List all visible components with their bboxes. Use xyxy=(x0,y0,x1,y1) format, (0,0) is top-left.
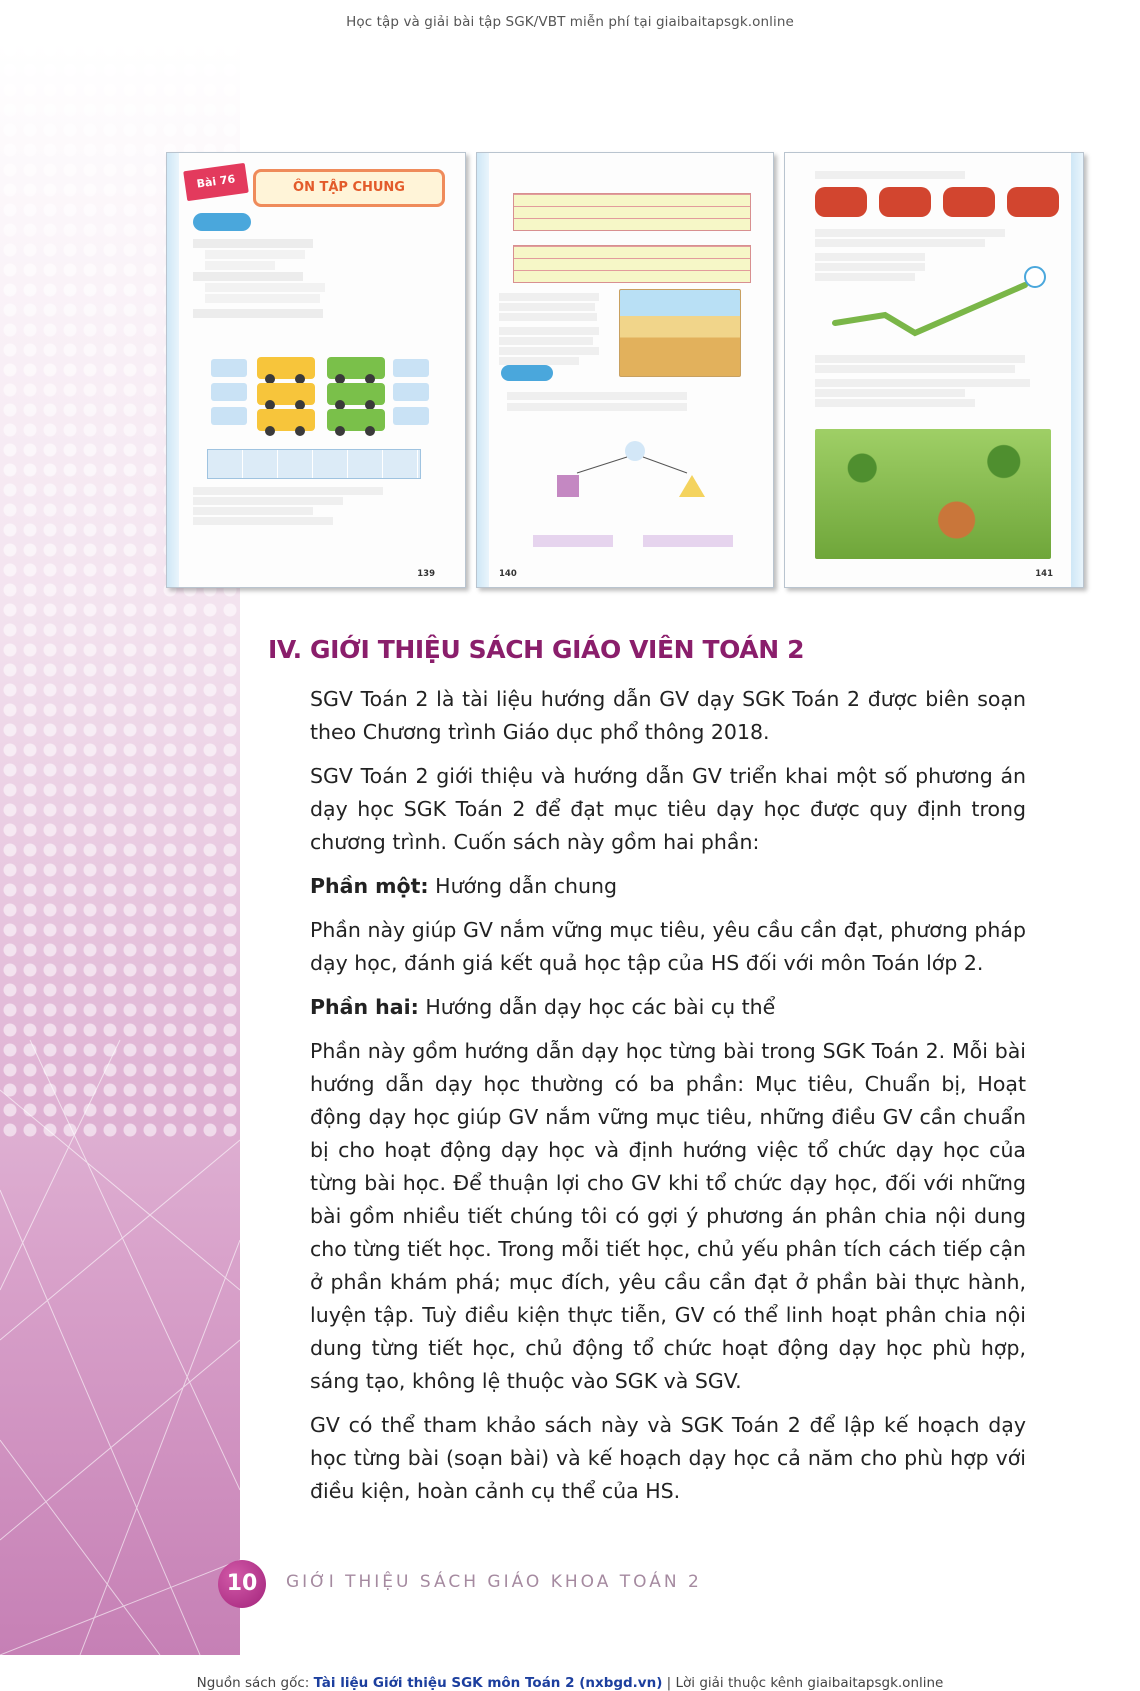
textbook-page-spread xyxy=(166,152,1082,586)
textbook-page-140 xyxy=(476,152,774,588)
cow-icon xyxy=(943,187,995,217)
car-icon xyxy=(327,357,385,379)
cow-icon xyxy=(815,187,867,217)
cow-icon xyxy=(1007,187,1059,217)
part-two-label: Phần hai: xyxy=(310,995,419,1019)
exercise-lines-1 xyxy=(193,237,343,320)
paragraph: Phần này gồm hướng dẫn dạy học từng bài trong SGK Toán 2. Mỗi bài hướng dẫn dạy học thường có ba phần: Mục tiêu, Chuẩn bị, Hoạt động dạy học giúp GV nắm vững mục tiêu, những điều GV cần chuẩn bị cho hoạt động dạy học và định hướng việc tổ chức dạy học của từng bài học. Để thuận lợi cho GV khi tổ chức dạy học, đối với những bài gồm nhiều tiết chúng tôi có gợi ý phương án phân chia nội dung cho từng tiết học. Trong mỗi tiết học, chủ yếu phân tích cách tiếp cận ở phần khám phá; mục đích, yêu cầu cần đạt ở phần bài thực hành, luyện tập. Tuỳ điều kiện thực tiễn, GV có thể linh hoạt phân chia nội dung từng tiết học, chủ động tổ chức hoạt động dạy học phù hợp, sáng tạo, không lệ thuộc vào SGK và SGV. xyxy=(310,1039,1026,1393)
textbook-page-139 xyxy=(166,152,466,588)
number-box xyxy=(393,359,429,377)
part-one-heading xyxy=(310,870,1026,903)
part-two-heading xyxy=(310,991,1026,1024)
running-footer-title: GIỚI THIỆU SÁCH GIÁO KHOA TOÁN 2 xyxy=(286,1572,702,1592)
exercise-lines-3 xyxy=(193,485,393,527)
textbook-page-141 xyxy=(784,152,1084,588)
shop-illustration xyxy=(619,289,741,377)
car-icon xyxy=(257,357,315,379)
textbook-page-number: 140 xyxy=(499,569,517,579)
paragraph: Phần này giúp GV nắm vững mục tiêu, yêu cầu cần đạt, phương pháp dạy học, đánh giá kết quả học tập của HS đối với môn Toán lớp 2. xyxy=(310,918,1026,975)
page-number-badge: 10 xyxy=(218,1560,266,1608)
lesson-title-banner: ÔN TẬP CHUNG xyxy=(253,169,445,207)
multiplication-table xyxy=(513,193,751,231)
exercise-lines-3 xyxy=(815,171,975,179)
practice-mascot-icon xyxy=(193,213,251,231)
paragraph: GV có thể tham khảo sách này và SGK Toán 2 để lập kế hoạch dạy học từng bài (soạn bài) và kế hoạch dạy học cả năm cho phù hợp với điều kiện, hoàn cảnh cụ thể của HS. xyxy=(310,1413,1026,1503)
data-table xyxy=(207,449,421,479)
textbook-page-number: 139 xyxy=(417,569,435,579)
source-link[interactable]: Tài liệu Giới thiệu SGK môn Toán 2 (nxbgd.vn) xyxy=(313,1675,663,1691)
number-box xyxy=(211,407,247,425)
car-icon xyxy=(257,383,315,405)
paragraph: SGV Toán 2 giới thiệu và hướng dẫn GV triển khai một số phương án dạy học SGK Toán 2 để đạt mục tiêu dạy học được quy định trong chương trình. Cuốn sách này gồm hai phần: xyxy=(310,764,1026,854)
exercise-lines-5 xyxy=(815,353,1035,409)
watermark-header: Học tập và giải bài tập SGK/VBT miễn phí tại giaibaitapsgk.online xyxy=(346,14,794,30)
number-box xyxy=(211,383,247,401)
lesson-number-tag: Bài 76 xyxy=(183,163,249,201)
expression-boxes xyxy=(533,535,733,547)
number-box xyxy=(393,383,429,401)
paragraph: SGV Toán 2 là tài liệu hướng dẫn GV dạy SGK Toán 2 được biên soạn theo Chương trình Giáo dục phổ thông 2018. xyxy=(310,687,1026,744)
part-two-text: Hướng dẫn dạy học các bài cụ thể xyxy=(418,995,776,1019)
car-icon xyxy=(327,409,385,431)
practice-mascot-icon xyxy=(501,365,553,381)
source-suffix: | Lời giải thuộc kênh giaibaitapsgk.online xyxy=(662,1675,944,1691)
calculation-lines xyxy=(507,389,707,414)
section-body xyxy=(310,683,1026,1519)
number-box xyxy=(211,359,247,377)
exercise-lines-5 xyxy=(499,291,609,367)
car-icon xyxy=(257,409,315,431)
section-heading: IV. GIỚI THIỆU SÁCH GIÁO VIÊN TOÁN 2 xyxy=(268,635,805,664)
car-icon xyxy=(327,383,385,405)
number-box xyxy=(393,407,429,425)
textbook-page-number: 141 xyxy=(1035,569,1053,579)
division-table xyxy=(513,245,751,283)
cow-icon xyxy=(879,187,931,217)
path-diagram xyxy=(825,263,1055,343)
orchard-illustration xyxy=(815,429,1051,559)
part-one-text: Hướng dẫn chung xyxy=(428,874,617,898)
number-diagram xyxy=(547,439,717,509)
part-one-label: Phần một: xyxy=(310,874,429,898)
source-prefix: Nguồn sách gốc: xyxy=(196,1675,314,1691)
source-footer xyxy=(0,1675,1140,1691)
